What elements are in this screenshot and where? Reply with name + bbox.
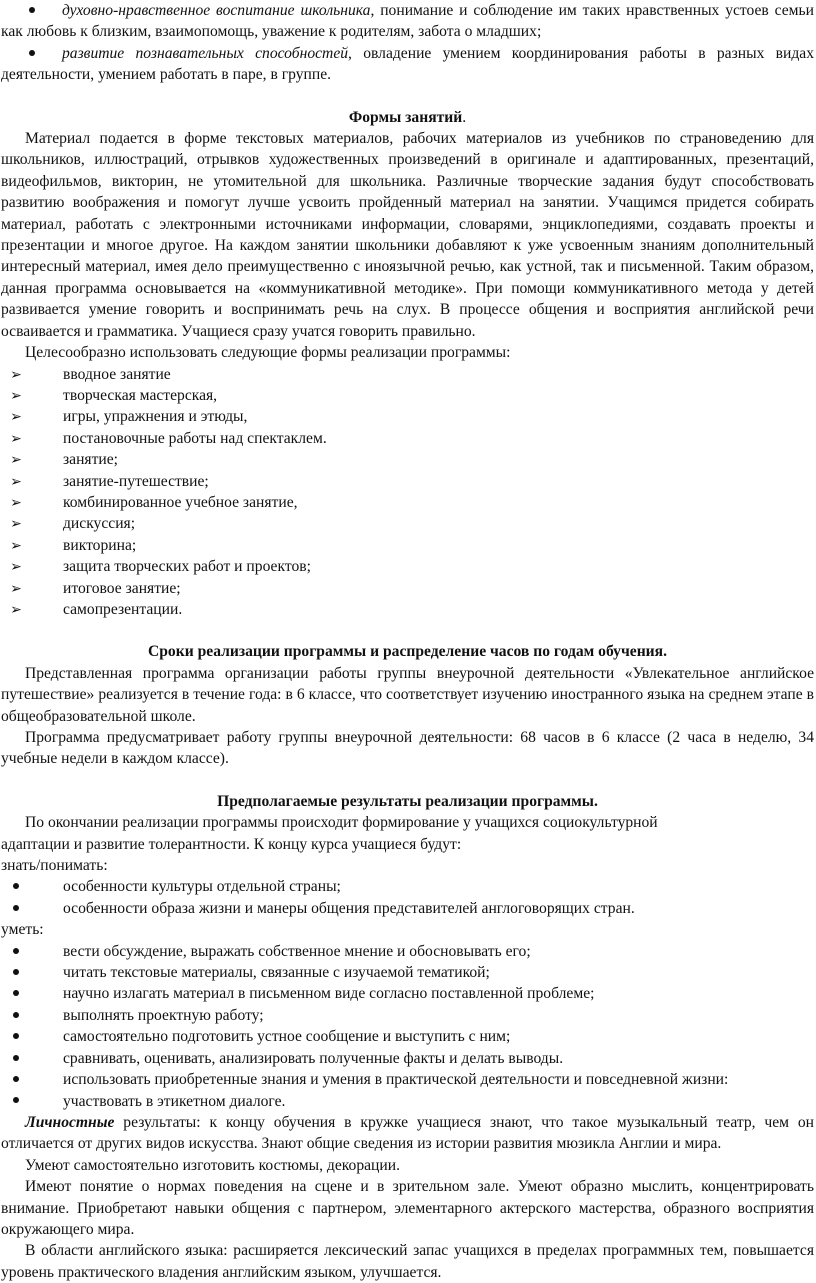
arrow-bullet-icon: ➢	[10, 473, 22, 490]
forms-list-item-text: комбинированное учебное занятие,	[63, 493, 298, 511]
arrow-bullet-icon: ➢	[10, 494, 22, 511]
forms-list-item-text: викторина;	[63, 536, 137, 554]
terms-heading: Сроки реализации программы и распределение часов по годам обучения.	[148, 643, 667, 661]
arrow-bullet-icon: ➢	[10, 409, 22, 426]
can-list-item	[1, 1091, 814, 1112]
can-list	[1, 941, 814, 1112]
forms-lead: Целесообразно использовать следующие формы реализации программы:	[25, 344, 511, 362]
know-list-item-text: особенности культуры отдельной страны;	[63, 878, 341, 896]
intro-bullet-1-text: , понимание и соблюдение им таких нравственных устоев семьи как любовь к близким, взаимопомощь, уважение к родителям, забота о младших;	[1, 2, 814, 41]
results-paragraph-line-2: адаптации и развитие толерантности. К концу курса учащиеся будут:	[1, 835, 462, 853]
bullet-dot-icon	[1, 898, 31, 919]
know-list-item-text: особенности образа жизни и манеры общения представителей англоговорящих стран.	[63, 899, 635, 917]
results-paragraph-line-1: По окончании реализации программы происходит формирование у учащихся социокультурной	[25, 814, 658, 832]
know-list	[1, 876, 814, 919]
intro-bullet-1	[1, 0, 814, 43]
intro-bullet-2	[1, 43, 814, 86]
forms-list-item	[1, 599, 814, 620]
bullet-dot-icon	[1, 0, 62, 21]
bullet-dot-icon	[1, 1069, 31, 1090]
intro-bullet-2-text: , овладение умением координирования работы в разных видах деятельности, умением работать в паре, в группе.	[1, 44, 814, 84]
forms-list-item	[1, 406, 814, 427]
arrow-bullet-icon: ➢	[10, 366, 22, 383]
forms-list-item-text: постановочные работы над спектаклем.	[63, 429, 327, 447]
norms-paragraph: Имеют понятие о нормах поведения на сцене и в зрительном зале. Умеют образно мыслить, концентрировать внимание. Приобретают навыки общения с партнером, элементарного актерского мастерства, образного восприятия окружающего мира.	[1, 1178, 814, 1238]
forms-list-item-text: занятие;	[63, 451, 119, 469]
can-list-item-text: вести обсуждение, выражать собственное мнение и обосновывать его;	[63, 942, 531, 960]
forms-list-item	[1, 471, 814, 492]
intro-bullet-1-italic: духовно-нравственное воспитание школьника	[62, 2, 371, 19]
forms-list-item-text: дискуссия;	[63, 515, 136, 533]
forms-list-item	[1, 449, 814, 470]
can-list-item	[1, 1026, 814, 1047]
forms-list-item-text: игры, упражнения и этюды,	[63, 408, 248, 426]
can-list-item	[1, 1005, 814, 1026]
forms-list-item-text: занятие-путешествие;	[63, 472, 209, 490]
personal-results-text: результаты: к концу обучения в кружке учащиеся знают, что такое музыкальный театр, чем он отличается от других видов искусства. Знают общие сведения из истории развития мюзикла Англии и мира.	[1, 1113, 814, 1153]
forms-list-item-text: защита творческих работ и проектов;	[63, 558, 311, 576]
forms-list-item-text: самопрезентации.	[63, 600, 183, 618]
can-list-item	[1, 1069, 814, 1090]
forms-list-item	[1, 578, 814, 599]
forms-list-item	[1, 385, 814, 406]
arrow-bullet-icon: ➢	[10, 452, 22, 469]
can-list-item-text: самостоятельно подготовить устное сообщение и выступить с ним;	[63, 1028, 511, 1046]
arrow-bullet-icon: ➢	[10, 430, 22, 447]
costumes-paragraph: Умеют самостоятельно изготовить костюмы, декорации.	[25, 1156, 400, 1174]
know-list-item	[1, 876, 814, 897]
bullet-dot-icon	[1, 983, 31, 1004]
personal-results-paragraph	[1, 1112, 814, 1155]
bullet-dot-icon	[1, 43, 62, 64]
bullet-dot-icon	[1, 941, 31, 962]
arrow-bullet-icon: ➢	[10, 537, 22, 554]
can-list-item-text: научно излагать материал в письменном виде согласно поставленной проблеме;	[63, 985, 595, 1003]
forms-list-item-text: вводное занятие	[63, 365, 171, 383]
arrow-bullet-icon: ➢	[10, 601, 22, 618]
bullet-dot-icon	[1, 1048, 31, 1069]
bullet-dot-icon	[1, 962, 31, 983]
can-list-item-text: использовать приобретенные знания и умения в практической деятельности и повседневной жизни:	[63, 1071, 729, 1089]
bullet-dot-icon	[1, 876, 31, 897]
bullet-dot-icon	[1, 1091, 31, 1112]
bullet-dot-icon	[1, 1005, 31, 1026]
terms-paragraph-1: Представленная программа организации работы группы внеурочной деятельности «Увлекательное английское путешествие» реализуется в течение года: в 6 классе, что соответствует изучению иностранного языка на среднем этапе в общеобразовательной школе.	[1, 664, 814, 725]
can-list-item-text: сравнивать, оценивать, анализировать полученные факты и делать выводы.	[63, 1049, 564, 1067]
know-label: знать/понимать:	[1, 857, 108, 875]
arrow-bullet-icon: ➢	[10, 580, 22, 597]
know-list-item	[1, 898, 814, 919]
forms-list-item	[1, 492, 814, 513]
can-label: уметь:	[1, 921, 44, 939]
terms-paragraph-2: Программа предусматривает работу группы внеурочной деятельности: 68 часов в 6 классе (2 часа в неделю, 34 учебные недели в каждом классе).	[1, 729, 814, 768]
arrow-bullet-icon: ➢	[10, 559, 22, 576]
forms-paragraph: Материал подается в форме текстовых материалов, рабочих материалов из учебников по страноведению для школьников, иллюстраций, отрывков художественных произведений в оригинале и адаптированных, презентаций, видеофильмов, викторин, не утомительной для школьника. Различные творческие задания будут способствовать развитию воображения и помогут лучше усвоить пройденный материал на занятии. Учащимся придется собирать материал, работать с электронными источниками информации, словарями, энциклопедиями, создавать проекты и презентации и многое другое. На каждом занятии школьники добавляют к уже усвоенным знаниям дополнительный интересный материал, имея дело преимущественно с иноязычной речью, как устной, так и письменной. Таким образом, данная программа основывается на «коммуникативной методике». При помощи коммуникативного метода у детей развивается умение говорить и воспринимать речь на слух. В процессе общения и восприятия английской речи осваивается и грамматика. Учащиеся сразу учатся говорить правильно.	[1, 130, 814, 340]
english-paragraph: В области английского языка: расширяется лексический запас учащихся в пределах программных тем, повышается уровень практического владения английским языком, улучшается.	[1, 1242, 814, 1281]
forms-heading: Формы занятий.	[348, 108, 467, 126]
forms-list	[1, 364, 814, 621]
forms-list-item-text: итоговое занятие;	[63, 579, 181, 597]
can-list-item	[1, 962, 814, 983]
arrow-bullet-icon: ➢	[10, 387, 22, 404]
can-list-item-text: читать текстовые материалы, связанные с изучаемой тематикой;	[63, 964, 490, 982]
forms-list-item	[1, 513, 814, 534]
can-list-item-text: участвовать в этикетном диалоге.	[63, 1092, 286, 1110]
forms-list-item	[1, 535, 814, 556]
can-list-item-text: выполнять проектную работу;	[63, 1006, 264, 1024]
forms-list-item	[1, 364, 814, 385]
results-heading: Предполагаемые результаты реализации программы.	[217, 792, 598, 810]
forms-list-item	[1, 556, 814, 577]
forms-list-item-text: творческая мастерская,	[63, 386, 218, 404]
bullet-dot-icon	[1, 1026, 31, 1047]
forms-list-item	[1, 428, 814, 449]
can-list-item	[1, 1048, 814, 1069]
arrow-bullet-icon: ➢	[10, 516, 22, 533]
personal-results-bold: Личностные	[25, 1113, 115, 1131]
intro-bullet-2-italic: развитие познавательных способностей	[62, 44, 349, 62]
can-list-item	[1, 941, 814, 962]
can-list-item	[1, 983, 814, 1004]
